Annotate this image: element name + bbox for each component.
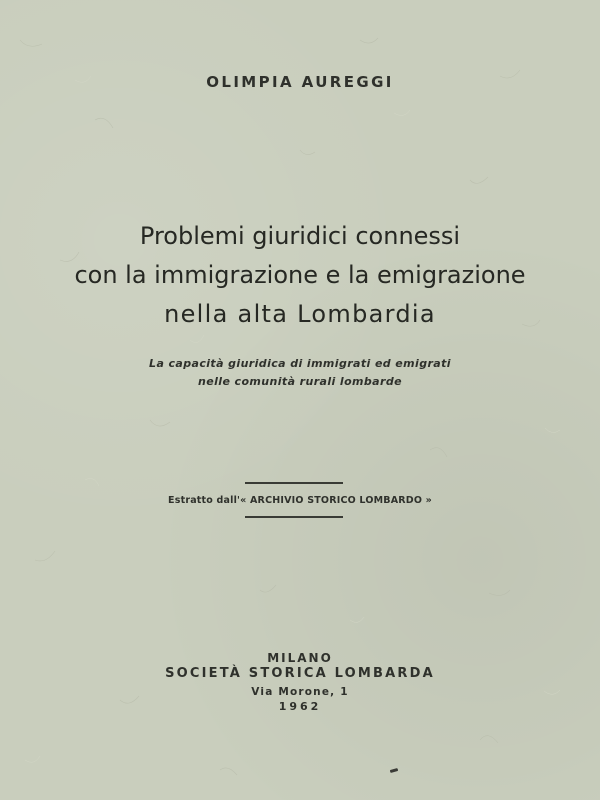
title-line-1: Problemi giuridici connessi [139,222,461,250]
subtitle-line-1: La capacità giuridica di immigrati ed emigrati [149,357,451,370]
imprint-city: MILANO [267,651,333,665]
divider-bottom [245,516,343,518]
title-line-2: con la immigrazione e la emigrazione [74,261,526,289]
subtitle-line-2: nelle comunità rurali lombarde [198,375,402,388]
author-name: OLIMPIA AUREGGI [206,73,394,91]
title-line-3: nella alta Lombardia [164,300,436,328]
imprint-publisher: SOCIETÀ STORICA LOMBARDA [165,666,435,681]
imprint-year: 1962 [278,700,322,713]
divider-top [245,482,343,484]
imprint-address: Via Morone, 1 [251,686,349,698]
ink-speck [390,768,399,773]
estratto-note: Estratto dall'« ARCHIVIO STORICO LOMBARDO » [168,495,432,506]
